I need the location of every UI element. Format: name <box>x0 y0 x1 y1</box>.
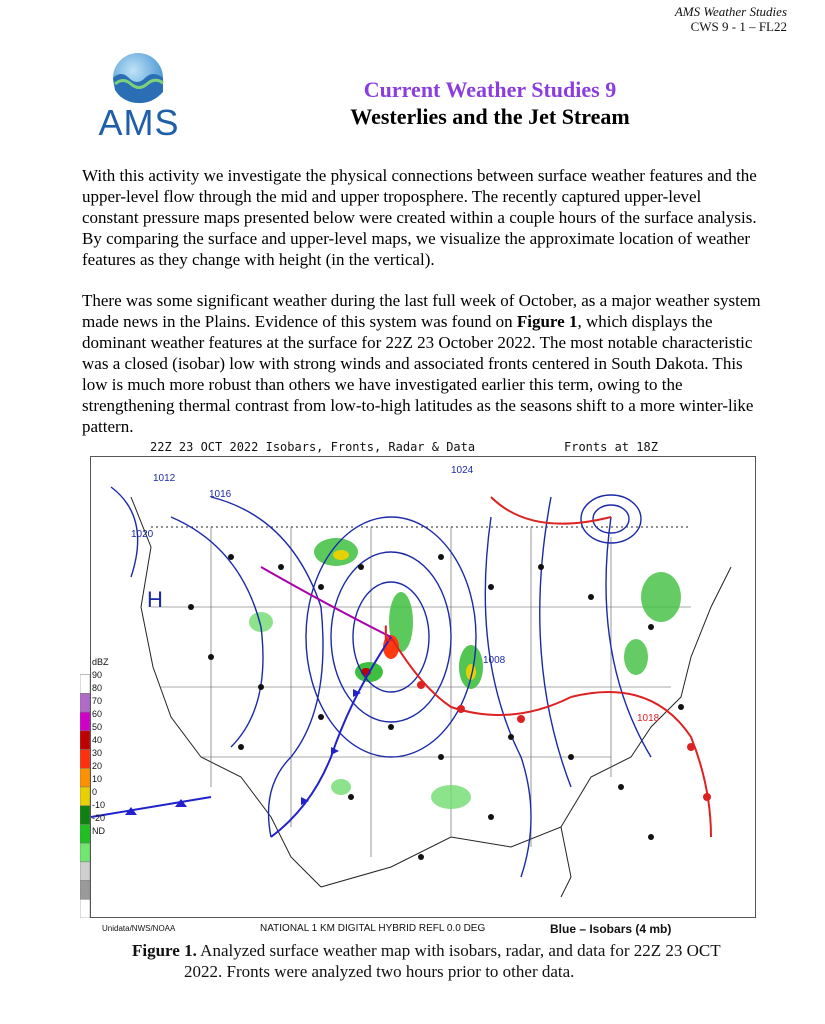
dbz-legend-value: 30 <box>92 748 103 758</box>
isobars <box>111 487 651 877</box>
dbz-swatch <box>80 881 90 900</box>
header-series: AMS Weather Studies <box>674 4 787 19</box>
dbz-swatch <box>80 693 90 712</box>
running-header <box>675 4 787 34</box>
figure-1 <box>80 438 756 940</box>
dbz-legend-value: 40 <box>92 735 103 745</box>
station-plots <box>188 554 684 860</box>
dbz-swatch <box>80 843 90 862</box>
dbz-swatch <box>80 731 90 750</box>
caption-line-2: 2022. Fronts were analyzed two hours prior to other data. <box>184 962 575 981</box>
dbz-swatch <box>80 787 90 806</box>
figure-caption <box>132 940 752 982</box>
context-text-a: There was some significant weather during the last full week of October, as a major weather system made news in the Plains. Evidence of this system was found on <box>82 291 761 331</box>
intro-paragraph: With this activity we investigate the physical connections between surface weather features and the upper-level flow through the mid and upper troposphere. The recently captured upper-level constant pressure maps presented below were created within a couple hours of the surface analysis. By comparing the surface and upper-level maps, we visualize the approximate location of weather features as they change with height (in the vertical). <box>82 166 757 269</box>
page-subtitle: Westerlies and the Jet Stream <box>350 104 630 129</box>
title-block <box>300 76 680 130</box>
dbz-swatch <box>80 824 90 843</box>
pressure-centers <box>147 587 395 646</box>
dbz-legend-value: 20 <box>92 761 103 771</box>
dbz-color-scale-svg <box>80 656 90 918</box>
dbz-legend-title: dBZ <box>92 657 109 667</box>
isobar-key: Blue – Isobars (4 mb) <box>550 922 672 936</box>
dbz-legend-value: 50 <box>92 722 103 732</box>
header-code: CWS 9 - 1 – FL22 <box>690 19 787 34</box>
isobar-label: 1024 <box>451 465 474 476</box>
dbz-swatch <box>80 750 90 769</box>
figure-bottom-labels <box>80 920 756 938</box>
figure-credit: Unidata/NWS/NOAA <box>102 924 176 933</box>
figure-top-labels <box>80 438 756 456</box>
isobar-label: 1018 <box>637 713 660 724</box>
dbz-legend-value: -10 <box>92 800 106 810</box>
dbz-legend-labels <box>92 656 109 838</box>
dbz-swatch <box>80 675 90 694</box>
weather-map <box>90 456 756 918</box>
dbz-swatch <box>80 806 90 825</box>
radar-product-label: NATIONAL 1 KM DIGITAL HYBRID REFL 0.0 DEG <box>260 923 486 934</box>
globe-icon <box>112 52 164 104</box>
context-paragraph <box>82 290 762 437</box>
isobar-label: 1016 <box>209 489 232 500</box>
low-center-label: L <box>383 621 396 646</box>
page-title: Current Weather Studies 9 <box>363 77 617 102</box>
ams-logo <box>84 52 194 144</box>
dbz-swatch <box>80 899 90 918</box>
dbz-legend-value: 80 <box>92 683 103 693</box>
caption-label: Figure 1. <box>132 941 197 960</box>
dbz-legend-value: 60 <box>92 709 103 719</box>
high-center-label: H <box>147 587 163 612</box>
isobar-label: 1012 <box>153 473 176 484</box>
isobar-label: 1008 <box>483 655 506 666</box>
dbz-legend-value: 0 <box>92 787 98 797</box>
fronts <box>91 497 711 837</box>
dbz-color-scale <box>80 656 90 918</box>
logo-wordmark: AMS <box>98 102 180 143</box>
context-text-b: , which displays the dominant weather features at the surface for 22Z 23 October 2022. The most notable characteristic was a closed (isobar) low with strong winds and associated fronts centered in South Dakota. This low is much more robust than others we have investigated earlier this term, owing to the strengthening thermal contrast from low-to-high latitudes as the seasons shift to a more winter-like pattern. <box>82 312 754 436</box>
dbz-legend-value: 10 <box>92 774 103 784</box>
fronts-time-label: Fronts at 18Z <box>564 440 658 454</box>
isobar-label: 1020 <box>131 529 154 540</box>
dbz-legend-value: 90 <box>92 670 103 680</box>
dbz-legend-value: -20 <box>92 813 106 823</box>
dbz-legend-value: ND <box>92 826 105 836</box>
front-symbols <box>125 681 711 815</box>
dbz-swatch <box>80 862 90 881</box>
dbz-swatch <box>80 712 90 731</box>
dbz-legend-value: 70 <box>92 696 103 706</box>
caption-line-1: Analyzed surface weather map with isobars, radar, and data for 22Z 23 OCT <box>196 941 721 960</box>
isobar-labels <box>131 465 660 724</box>
figure-timestamp-label: 22Z 23 OCT 2022 Isobars, Fronts, Radar & Data <box>150 440 476 454</box>
weather-map-svg <box>91 457 755 917</box>
dbz-swatch <box>80 768 90 787</box>
figure-reference: Figure 1 <box>516 312 578 331</box>
